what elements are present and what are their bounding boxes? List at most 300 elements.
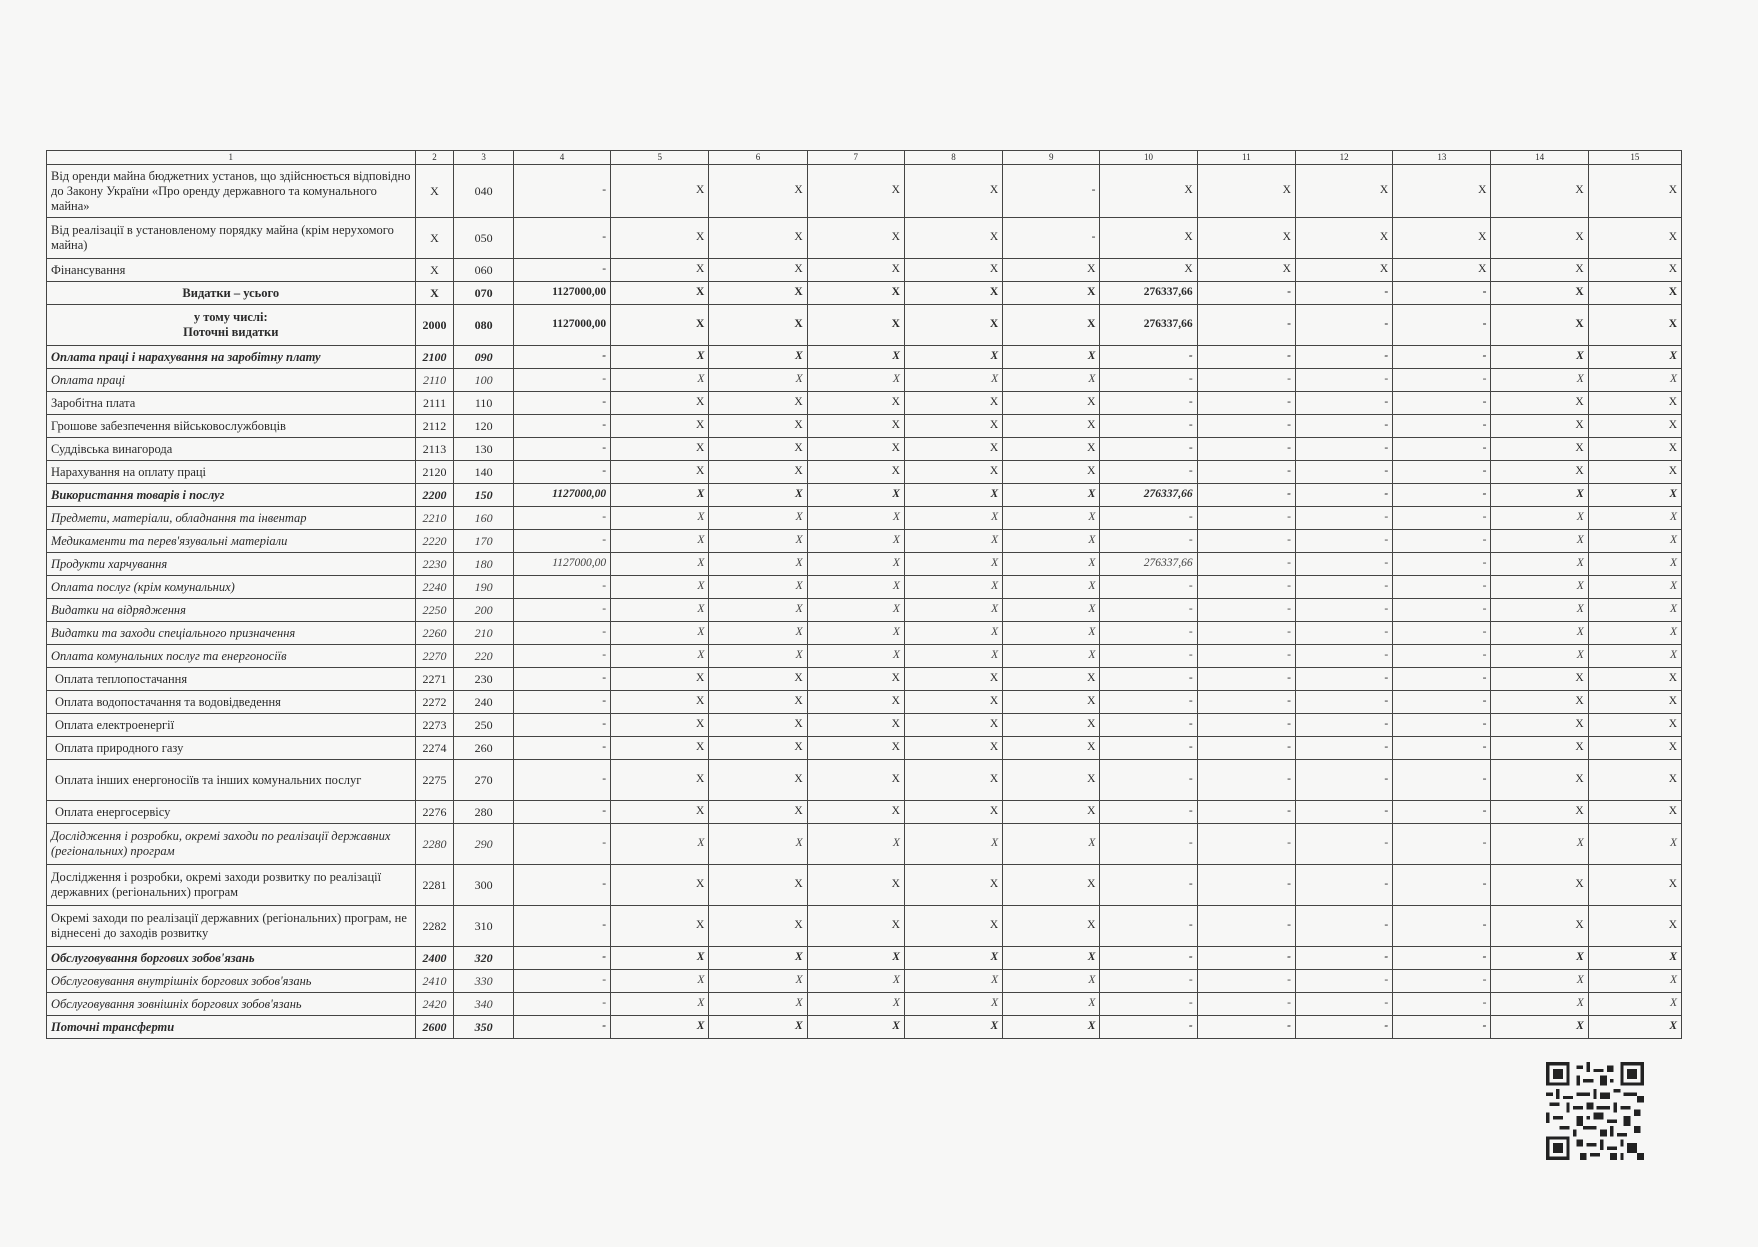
- value-cell: X: [1295, 218, 1392, 259]
- value-cell: X: [904, 668, 1002, 691]
- value-cell: X: [611, 392, 709, 415]
- row-code: 280: [454, 801, 513, 824]
- value-cell: X: [1588, 737, 1681, 760]
- row-code: 140: [454, 461, 513, 484]
- row-code: 200: [454, 599, 513, 622]
- value-cell: X: [1588, 346, 1681, 369]
- value-cell: X: [611, 645, 709, 668]
- value-cell: X: [709, 438, 807, 461]
- value-cell: X: [1491, 714, 1588, 737]
- kekv-code: X: [415, 259, 454, 282]
- kekv-code: 2420: [415, 993, 454, 1016]
- table-row: [47, 346, 1682, 369]
- value-cell: X: [709, 824, 807, 865]
- table-row: [47, 218, 1682, 259]
- value-cell: X: [1588, 906, 1681, 947]
- row-label: Використання товарів і послуг: [47, 484, 416, 507]
- row-label: Оплата праці і нарахування на заробітну плату: [47, 346, 416, 369]
- value-cell: -: [1295, 461, 1392, 484]
- value-cell: 276337,66: [1100, 305, 1197, 346]
- value-cell: X: [1491, 392, 1588, 415]
- row-code: 210: [454, 622, 513, 645]
- value-cell: -: [1100, 461, 1197, 484]
- value-cell: X: [709, 865, 807, 906]
- value-cell: -: [1197, 737, 1295, 760]
- kekv-code: 2271: [415, 668, 454, 691]
- row-code: 270: [454, 760, 513, 801]
- value-cell: X: [611, 622, 709, 645]
- value-cell: -: [1393, 369, 1491, 392]
- kekv-code: 2113: [415, 438, 454, 461]
- row-label: у тому числі: Поточні видатки: [47, 305, 416, 346]
- value-cell: X: [1588, 622, 1681, 645]
- value-cell: -: [1197, 691, 1295, 714]
- value-cell: 276337,66: [1100, 484, 1197, 507]
- value-cell: -: [1393, 865, 1491, 906]
- value-cell: -: [1003, 218, 1100, 259]
- value-cell: X: [1003, 553, 1100, 576]
- value-cell: X: [904, 970, 1002, 993]
- value-cell: -: [1295, 993, 1392, 1016]
- value-cell: -: [1393, 714, 1491, 737]
- value-cell: X: [807, 599, 904, 622]
- column-number-10: 10: [1100, 151, 1197, 165]
- value-cell: X: [1491, 760, 1588, 801]
- value-cell: X: [1491, 599, 1588, 622]
- value-cell: X: [904, 714, 1002, 737]
- value-cell: X: [709, 993, 807, 1016]
- value-cell: X: [1491, 906, 1588, 947]
- column-number-6: 6: [709, 151, 807, 165]
- value-cell: X: [904, 645, 1002, 668]
- value-cell: -: [1100, 970, 1197, 993]
- value-cell: X: [1491, 801, 1588, 824]
- row-code: 110: [454, 392, 513, 415]
- kekv-code: 2400: [415, 947, 454, 970]
- table-row: [47, 438, 1682, 461]
- value-cell: X: [611, 369, 709, 392]
- value-cell: -: [1393, 970, 1491, 993]
- column-number-3: 3: [454, 151, 513, 165]
- value-cell: -: [1295, 1016, 1392, 1039]
- row-code: 350: [454, 1016, 513, 1039]
- table-row: [47, 599, 1682, 622]
- value-cell: -: [1100, 599, 1197, 622]
- table-row: [47, 714, 1682, 737]
- value-cell: -: [1197, 760, 1295, 801]
- row-label: Від реалізації в установленому порядку майна (крім нерухомого майна): [47, 218, 416, 259]
- value-cell: -: [1197, 369, 1295, 392]
- value-cell: X: [1003, 599, 1100, 622]
- value-cell: -: [513, 438, 610, 461]
- value-cell: -: [1393, 392, 1491, 415]
- value-cell: X: [904, 218, 1002, 259]
- value-cell: X: [904, 737, 1002, 760]
- value-cell: X: [611, 714, 709, 737]
- kekv-code: 2100: [415, 346, 454, 369]
- row-label: Від оренди майна бюджетних установ, що здійснюється відповідно до Закону України «Про оренду державного та комунального майна»: [47, 165, 416, 218]
- value-cell: X: [904, 461, 1002, 484]
- table-row: [47, 760, 1682, 801]
- value-cell: X: [611, 576, 709, 599]
- value-cell: X: [1588, 714, 1681, 737]
- value-cell: -: [1100, 622, 1197, 645]
- value-cell: X: [807, 369, 904, 392]
- value-cell: X: [1588, 645, 1681, 668]
- value-cell: X: [807, 305, 904, 346]
- value-cell: -: [1197, 461, 1295, 484]
- value-cell: X: [709, 737, 807, 760]
- value-cell: -: [1393, 282, 1491, 305]
- value-cell: X: [807, 576, 904, 599]
- row-label: Оплата природного газу: [47, 737, 416, 760]
- value-cell: X: [1588, 824, 1681, 865]
- value-cell: -: [1100, 737, 1197, 760]
- row-label: Предмети, матеріали, обладнання та інвентар: [47, 507, 416, 530]
- value-cell: X: [1588, 530, 1681, 553]
- value-cell: -: [1295, 691, 1392, 714]
- value-cell: 1127000,00: [513, 282, 610, 305]
- value-cell: X: [709, 622, 807, 645]
- row-label: Оплата водопостачання та водовідведення: [47, 691, 416, 714]
- value-cell: -: [1295, 599, 1392, 622]
- table-row: [47, 576, 1682, 599]
- value-cell: -: [1295, 553, 1392, 576]
- row-label: Оплата праці: [47, 369, 416, 392]
- value-cell: X: [1100, 259, 1197, 282]
- value-cell: X: [807, 165, 904, 218]
- kekv-code: 2110: [415, 369, 454, 392]
- table-row: [47, 691, 1682, 714]
- value-cell: -: [1295, 369, 1392, 392]
- value-cell: -: [513, 530, 610, 553]
- value-cell: X: [1588, 801, 1681, 824]
- qr-code: [1546, 1062, 1644, 1160]
- value-cell: -: [1100, 947, 1197, 970]
- value-cell: X: [1003, 392, 1100, 415]
- table-row: [47, 622, 1682, 645]
- value-cell: -: [1100, 865, 1197, 906]
- value-cell: X: [904, 760, 1002, 801]
- value-cell: -: [513, 668, 610, 691]
- value-cell: X: [611, 865, 709, 906]
- value-cell: X: [611, 906, 709, 947]
- value-cell: X: [807, 622, 904, 645]
- value-cell: X: [1003, 484, 1100, 507]
- value-cell: X: [807, 282, 904, 305]
- value-cell: X: [1491, 553, 1588, 576]
- row-label: Продукти харчування: [47, 553, 416, 576]
- column-number-1: 1: [47, 151, 416, 165]
- value-cell: X: [1588, 760, 1681, 801]
- value-cell: X: [709, 415, 807, 438]
- value-cell: -: [1100, 993, 1197, 1016]
- value-cell: -: [1100, 530, 1197, 553]
- value-cell: X: [1003, 801, 1100, 824]
- table-row: [47, 645, 1682, 668]
- row-code: 310: [454, 906, 513, 947]
- value-cell: X: [709, 599, 807, 622]
- value-cell: -: [1100, 668, 1197, 691]
- value-cell: -: [1393, 668, 1491, 691]
- value-cell: -: [1295, 737, 1392, 760]
- value-cell: X: [1003, 1016, 1100, 1039]
- value-cell: -: [1295, 576, 1392, 599]
- value-cell: X: [1003, 947, 1100, 970]
- value-cell: X: [1393, 259, 1491, 282]
- value-cell: X: [611, 553, 709, 576]
- value-cell: -: [1295, 438, 1392, 461]
- value-cell: 276337,66: [1100, 553, 1197, 576]
- value-cell: X: [709, 760, 807, 801]
- value-cell: -: [1393, 622, 1491, 645]
- row-code: 150: [454, 484, 513, 507]
- kekv-code: 2281: [415, 865, 454, 906]
- value-cell: X: [807, 737, 904, 760]
- value-cell: -: [1393, 906, 1491, 947]
- value-cell: X: [1588, 668, 1681, 691]
- row-label: Суддівська винагорода: [47, 438, 416, 461]
- table-row: [47, 824, 1682, 865]
- value-cell: X: [904, 947, 1002, 970]
- table-row: [47, 970, 1682, 993]
- value-cell: X: [1197, 218, 1295, 259]
- row-code: 340: [454, 993, 513, 1016]
- value-cell: -: [1393, 824, 1491, 865]
- table-row: [47, 165, 1682, 218]
- value-cell: -: [1393, 599, 1491, 622]
- value-cell: X: [1003, 760, 1100, 801]
- table-row: [47, 993, 1682, 1016]
- value-cell: X: [1003, 530, 1100, 553]
- value-cell: X: [904, 906, 1002, 947]
- value-cell: X: [1588, 507, 1681, 530]
- value-cell: X: [611, 691, 709, 714]
- row-label: Окремі заходи по реалізації державних (регіональних) програм, не віднесені до заходів розвитку: [47, 906, 416, 947]
- row-code: 160: [454, 507, 513, 530]
- value-cell: X: [611, 824, 709, 865]
- value-cell: -: [513, 415, 610, 438]
- value-cell: -: [1295, 282, 1392, 305]
- value-cell: X: [709, 259, 807, 282]
- row-code: 170: [454, 530, 513, 553]
- kekv-code: 2276: [415, 801, 454, 824]
- value-cell: X: [1588, 305, 1681, 346]
- value-cell: -: [1197, 438, 1295, 461]
- value-cell: -: [1100, 906, 1197, 947]
- value-cell: -: [513, 801, 610, 824]
- value-cell: X: [1003, 415, 1100, 438]
- value-cell: -: [1100, 645, 1197, 668]
- value-cell: X: [611, 346, 709, 369]
- value-cell: -: [1393, 760, 1491, 801]
- table-row: [47, 259, 1682, 282]
- table-row: [47, 737, 1682, 760]
- value-cell: X: [1003, 970, 1100, 993]
- value-cell: X: [1003, 346, 1100, 369]
- value-cell: X: [1491, 737, 1588, 760]
- value-cell: X: [611, 947, 709, 970]
- value-cell: -: [1197, 484, 1295, 507]
- table-body: [47, 165, 1682, 1039]
- value-cell: X: [1588, 947, 1681, 970]
- value-cell: -: [1197, 801, 1295, 824]
- value-cell: X: [904, 165, 1002, 218]
- value-cell: -: [1197, 530, 1295, 553]
- value-cell: X: [611, 1016, 709, 1039]
- value-cell: -: [1295, 970, 1392, 993]
- row-code: 240: [454, 691, 513, 714]
- value-cell: X: [807, 645, 904, 668]
- row-code: 040: [454, 165, 513, 218]
- row-label: Заробітна плата: [47, 392, 416, 415]
- value-cell: -: [1197, 599, 1295, 622]
- value-cell: X: [807, 438, 904, 461]
- value-cell: X: [1003, 691, 1100, 714]
- value-cell: X: [1491, 259, 1588, 282]
- value-cell: X: [1491, 947, 1588, 970]
- row-code: 090: [454, 346, 513, 369]
- row-label: Оплата інших енергоносіїв та інших комунальних послуг: [47, 760, 416, 801]
- row-label: Поточні трансферти: [47, 1016, 416, 1039]
- value-cell: X: [1003, 507, 1100, 530]
- value-cell: -: [1393, 1016, 1491, 1039]
- value-cell: X: [1491, 970, 1588, 993]
- row-label: Оплата послуг (крім комунальних): [47, 576, 416, 599]
- value-cell: -: [1100, 346, 1197, 369]
- value-cell: -: [1197, 576, 1295, 599]
- value-cell: -: [1197, 346, 1295, 369]
- value-cell: -: [1197, 865, 1295, 906]
- value-cell: X: [1588, 484, 1681, 507]
- value-cell: X: [904, 507, 1002, 530]
- value-cell: -: [1295, 714, 1392, 737]
- value-cell: X: [709, 282, 807, 305]
- value-cell: -: [513, 218, 610, 259]
- value-cell: X: [1197, 165, 1295, 218]
- value-cell: -: [1295, 801, 1392, 824]
- value-cell: -: [1100, 760, 1197, 801]
- value-cell: X: [1588, 369, 1681, 392]
- value-cell: -: [1197, 947, 1295, 970]
- value-cell: -: [1197, 507, 1295, 530]
- value-cell: X: [1491, 824, 1588, 865]
- row-label: Оплата енергосервісу: [47, 801, 416, 824]
- column-number-13: 13: [1393, 151, 1491, 165]
- value-cell: X: [1588, 865, 1681, 906]
- value-cell: X: [611, 507, 709, 530]
- row-code: 120: [454, 415, 513, 438]
- table-row: [47, 1016, 1682, 1039]
- value-cell: X: [1588, 691, 1681, 714]
- value-cell: -: [1197, 824, 1295, 865]
- value-cell: X: [611, 461, 709, 484]
- value-cell: X: [1588, 415, 1681, 438]
- value-cell: X: [1295, 165, 1392, 218]
- value-cell: X: [807, 461, 904, 484]
- value-cell: X: [611, 165, 709, 218]
- value-cell: X: [709, 461, 807, 484]
- value-cell: X: [904, 865, 1002, 906]
- row-code: 130: [454, 438, 513, 461]
- value-cell: X: [1491, 369, 1588, 392]
- value-cell: X: [1588, 993, 1681, 1016]
- table-row: [47, 484, 1682, 507]
- value-cell: X: [1491, 668, 1588, 691]
- value-cell: -: [1197, 668, 1295, 691]
- value-cell: X: [807, 714, 904, 737]
- value-cell: X: [1003, 906, 1100, 947]
- value-cell: X: [807, 218, 904, 259]
- value-cell: -: [513, 824, 610, 865]
- value-cell: -: [1393, 461, 1491, 484]
- value-cell: -: [1295, 346, 1392, 369]
- value-cell: -: [513, 346, 610, 369]
- value-cell: -: [1393, 305, 1491, 346]
- row-label: Видатки – усього: [47, 282, 416, 305]
- value-cell: X: [611, 305, 709, 346]
- value-cell: X: [1393, 218, 1491, 259]
- value-cell: -: [513, 993, 610, 1016]
- value-cell: X: [1588, 392, 1681, 415]
- value-cell: X: [1491, 622, 1588, 645]
- value-cell: X: [1588, 259, 1681, 282]
- kekv-code: 2270: [415, 645, 454, 668]
- value-cell: -: [1295, 622, 1392, 645]
- row-label: Медикаменти та перев'язувальні матеріали: [47, 530, 416, 553]
- value-cell: -: [513, 259, 610, 282]
- value-cell: X: [1003, 369, 1100, 392]
- value-cell: -: [1295, 530, 1392, 553]
- row-label: Обслуговування боргових зобов'язань: [47, 947, 416, 970]
- value-cell: X: [1491, 691, 1588, 714]
- value-cell: X: [904, 484, 1002, 507]
- value-cell: X: [1491, 484, 1588, 507]
- table-row: [47, 906, 1682, 947]
- column-number-11: 11: [1197, 151, 1295, 165]
- kekv-code: X: [415, 218, 454, 259]
- kekv-code: 2112: [415, 415, 454, 438]
- value-cell: X: [1491, 415, 1588, 438]
- row-code: 250: [454, 714, 513, 737]
- kekv-code: 2410: [415, 970, 454, 993]
- value-cell: -: [513, 737, 610, 760]
- value-cell: -: [513, 392, 610, 415]
- row-code: 230: [454, 668, 513, 691]
- row-code: 100: [454, 369, 513, 392]
- value-cell: -: [1197, 282, 1295, 305]
- value-cell: -: [513, 865, 610, 906]
- value-cell: X: [1588, 461, 1681, 484]
- value-cell: -: [513, 576, 610, 599]
- value-cell: X: [807, 993, 904, 1016]
- kekv-code: 2111: [415, 392, 454, 415]
- value-cell: X: [709, 1016, 807, 1039]
- row-label: Дослідження і розробки, окремі заходи розвитку по реалізації державних (регіональних) програм: [47, 865, 416, 906]
- column-number-7: 7: [807, 151, 904, 165]
- value-cell: X: [709, 553, 807, 576]
- table-row: [47, 801, 1682, 824]
- kekv-code: 2220: [415, 530, 454, 553]
- kekv-code: 2120: [415, 461, 454, 484]
- value-cell: X: [1003, 576, 1100, 599]
- value-cell: X: [807, 824, 904, 865]
- value-cell: -: [1295, 305, 1392, 346]
- value-cell: X: [1491, 218, 1588, 259]
- row-label: Грошове забезпечення військовослужбовців: [47, 415, 416, 438]
- value-cell: X: [807, 259, 904, 282]
- row-label: Нарахування на оплату праці: [47, 461, 416, 484]
